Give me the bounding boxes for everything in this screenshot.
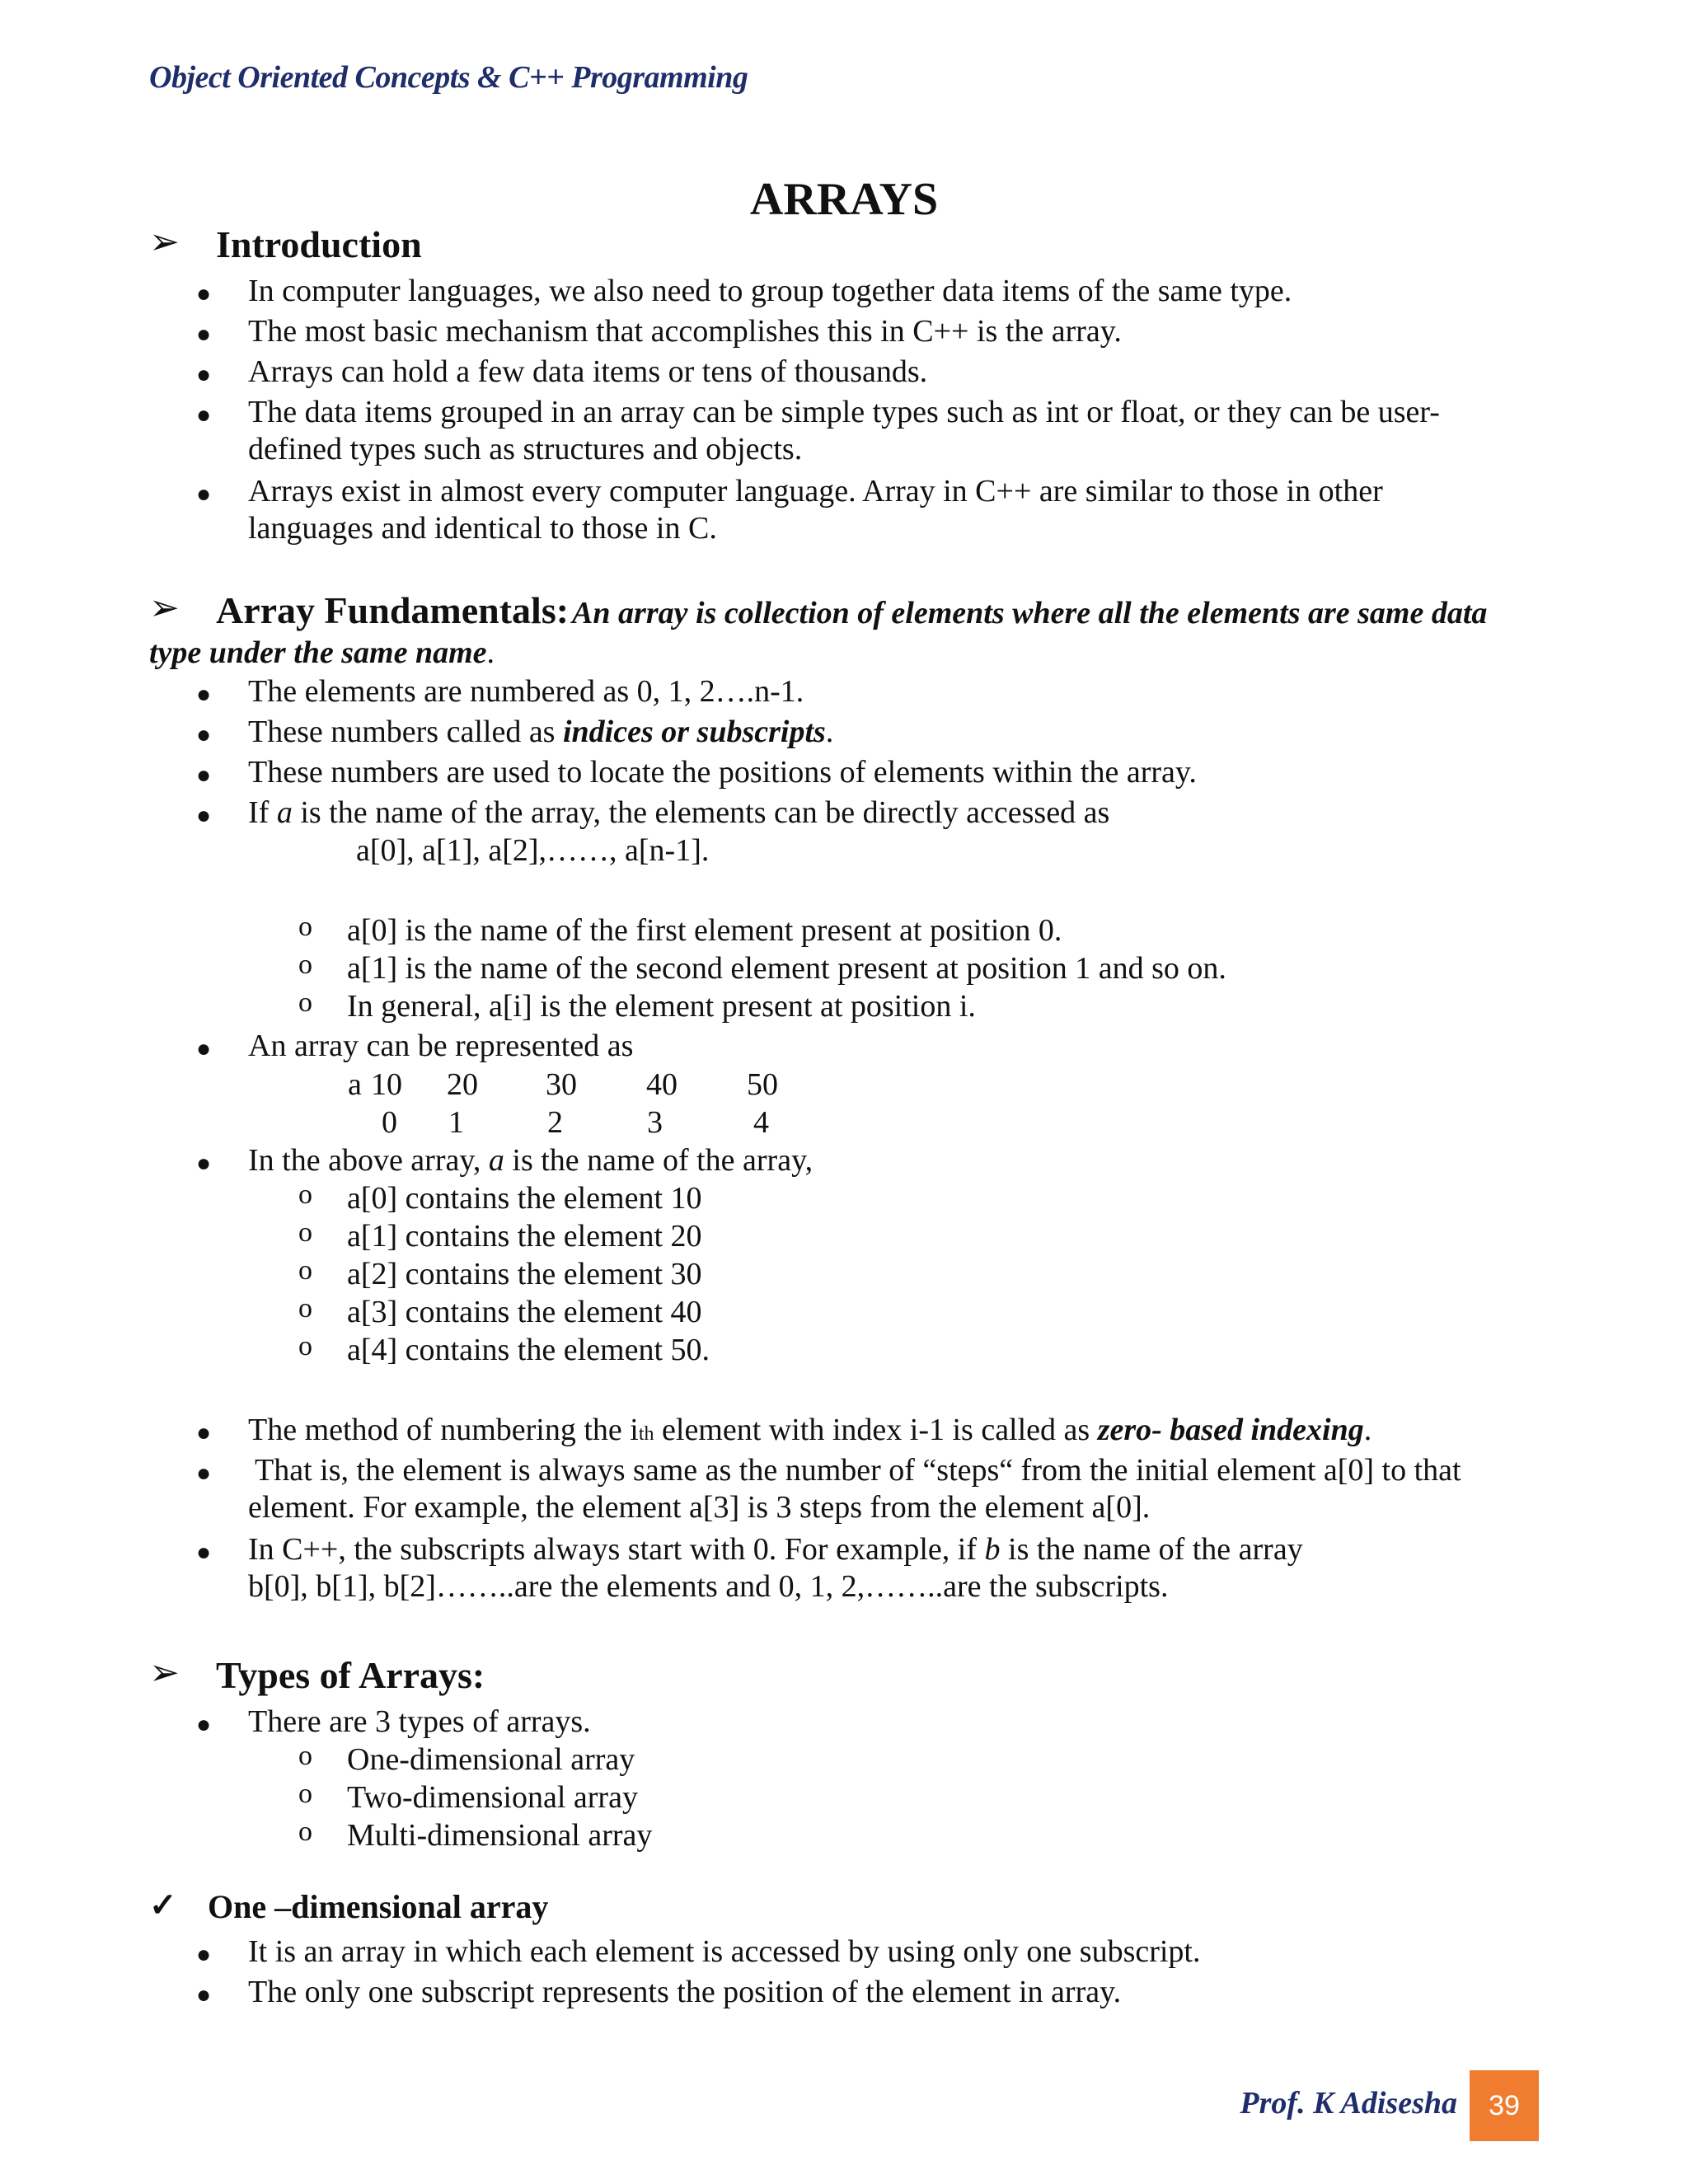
bullet-icon: ● — [196, 802, 212, 829]
bullet-icon: ● — [196, 1711, 212, 1738]
one-dim-bullet-1: It is an array in which each element is accessed by using only one subscript. — [248, 1934, 1201, 1969]
checkmark-icon: ✓ — [149, 1886, 177, 1924]
fund-bullet-6 — [248, 1141, 813, 1179]
circle-bullet-icon: o — [298, 949, 312, 980]
fund-bullet-6-pre: In the above array, — [248, 1143, 489, 1178]
array-value-4: 50 — [747, 1067, 778, 1102]
bullet-icon: ● — [196, 1539, 212, 1566]
fund-bullet-4-var: a — [276, 795, 293, 830]
bullet-icon: ● — [196, 721, 212, 748]
fund-bullet-2-emphasis: indices or subscripts — [562, 715, 826, 749]
fund-bullet-3: These numbers are used to locate the positions of elements within the array. — [248, 755, 1197, 790]
types-list-3: Multi-dimensional array — [347, 1818, 653, 1853]
fundamentals-definition-2: type under the same name — [149, 635, 487, 670]
fund-bullet-7-pre: The method of numbering the i — [248, 1413, 639, 1447]
circle-bullet-icon: o — [298, 1331, 312, 1361]
intro-bullet-4-line1: The data items grouped in an array can be simple types such as int or float, or they can be user- — [248, 395, 1440, 429]
array-index-2: 2 — [547, 1105, 563, 1140]
page-title: ARRAYS — [749, 174, 939, 225]
introduction-heading: Introduction — [216, 223, 422, 265]
fund-bullet-2: These numbers called as indices or subscripts. — [248, 715, 834, 749]
fund-bullet-4-post: is the name of the array, the elements can be directly accessed as — [292, 795, 1110, 830]
contains-2: a[1] contains the element 20 — [347, 1219, 702, 1254]
bullet-icon: ● — [196, 1150, 212, 1177]
fund-sub-2: a[1] is the name of the second element present at position 1 and so on. — [347, 951, 1226, 986]
fund-bullet-8-line2: element. For example, the element a[3] is 3 steps from the element a[0]. — [248, 1490, 1151, 1525]
circle-bullet-icon: o — [298, 1179, 312, 1210]
fund-bullet-7-sub: th — [638, 1423, 654, 1445]
types-list-2: Two-dimensional array — [347, 1780, 638, 1815]
bullet-icon: ● — [196, 1981, 212, 2008]
fund-sub-1: a[0] is the name of the first element present at position 0. — [347, 913, 1062, 948]
bullet-icon: ● — [196, 1941, 212, 1968]
bullet-icon: ● — [196, 1419, 212, 1446]
bullet-icon: ● — [196, 681, 212, 708]
array-name: a — [348, 1067, 362, 1102]
circle-bullet-icon: o — [298, 1255, 312, 1286]
fund-sub-3: In general, a[i] is the element present at position i. — [347, 989, 976, 1024]
bullet-icon: ● — [196, 1460, 212, 1487]
array-index-0: 0 — [382, 1105, 397, 1140]
array-index-1: 1 — [448, 1105, 464, 1140]
circle-bullet-icon: o — [298, 912, 312, 942]
page-number: 39 — [1470, 2070, 1539, 2141]
fund-bullet-4-list: a[0], a[1], a[2],……, a[n-1]. — [356, 833, 710, 868]
fund-bullet-7: The method of numbering the ith element with index i-1 is called as zero- based indexing. — [248, 1413, 1372, 1447]
fund-bullet-2-text: These numbers called as — [248, 715, 563, 749]
bullet-icon: ● — [196, 280, 212, 307]
contains-1: a[0] contains the element 10 — [347, 1181, 702, 1216]
circle-bullet-icon: o — [298, 1217, 312, 1248]
fund-bullet-4 — [248, 794, 1109, 832]
bullet-icon: ● — [196, 361, 212, 388]
bullet-icon: ● — [196, 401, 212, 429]
contains-5: a[4] contains the element 50. — [347, 1333, 710, 1367]
array-value-1: 20 — [447, 1067, 478, 1102]
intro-bullet-3: Arrays can hold a few data items or tens of thousands. — [248, 354, 928, 389]
one-dim-bullet-2: The only one subscript represents the position of the element in array. — [248, 1975, 1122, 2009]
running-header: Object Oriented Concepts & C++ Programming — [149, 60, 748, 95]
fund-bullet-7-emphasis: zero- based indexing — [1097, 1413, 1364, 1447]
arrow-bullet-icon: ➢ — [149, 222, 180, 262]
arrow-bullet-icon: ➢ — [149, 1652, 180, 1693]
footer-author: Prof. K Adisesha — [1240, 2086, 1457, 2121]
contains-3: a[2] contains the element 30 — [347, 1257, 702, 1291]
fundamentals-definition-1: An array is collection of elements where all the elements are same data — [572, 596, 1488, 630]
circle-bullet-icon: o — [298, 1816, 312, 1847]
circle-bullet-icon: o — [298, 1293, 312, 1324]
bullet-icon: ● — [196, 1035, 212, 1062]
array-value-3: 40 — [646, 1067, 678, 1102]
intro-bullet-5-line2: languages and identical to those in C. — [248, 511, 717, 546]
fundamentals-definition-line2: type under the same name. — [149, 635, 495, 670]
bullet-icon: ● — [196, 480, 212, 508]
one-dim-heading: One –dimensional array — [208, 1888, 549, 1925]
array-index-3: 3 — [647, 1105, 663, 1140]
types-list-1: One-dimensional array — [347, 1742, 635, 1777]
fund-bullet-4-pre: If — [248, 795, 277, 830]
fund-bullet-9-post: is the name of the array — [1000, 1532, 1303, 1567]
fund-bullet-9-pre: In C++, the subscripts always start with 0. For example, if — [248, 1532, 985, 1567]
intro-bullet-4-line2: defined types such as structures and objects. — [248, 432, 803, 466]
intro-bullet-2: The most basic mechanism that accomplishes this in C++ is the array. — [248, 314, 1122, 349]
types-bullet-1: There are 3 types of arrays. — [248, 1704, 591, 1739]
fund-bullet-6-post: is the name of the array, — [504, 1143, 814, 1178]
array-value-2: 30 — [546, 1067, 577, 1102]
circle-bullet-icon: o — [298, 1779, 312, 1809]
types-heading: Types of Arrays: — [216, 1654, 485, 1696]
fundamentals-heading-line — [216, 588, 1487, 632]
intro-bullet-5-line1: Arrays exist in almost every computer language. Array in C++ are similar to those in other — [248, 474, 1383, 509]
fundamentals-heading: Array Fundamentals: — [216, 589, 570, 631]
circle-bullet-icon: o — [298, 987, 312, 1018]
fund-bullet-9-var: b — [984, 1532, 1001, 1567]
array-index-4: 4 — [753, 1105, 769, 1140]
fund-bullet-9-line2: b[0], b[1], b[2]……..are the elements and 0, 1, 2,……..are the subscripts. — [248, 1569, 1169, 1604]
bullet-icon: ● — [196, 321, 212, 348]
fund-bullet-7-mid: element with index i-1 is called as — [654, 1413, 1098, 1447]
fund-bullet-8-line1: That is, the element is always same as the number of “steps“ from the initial element a[0] to that — [255, 1453, 1461, 1488]
intro-bullet-1: In computer languages, we also need to group together data items of the same type. — [248, 274, 1292, 308]
fund-bullet-9 — [248, 1530, 1303, 1568]
circle-bullet-icon: o — [298, 1741, 312, 1771]
fund-bullet-5: An array can be represented as — [248, 1029, 634, 1063]
bullet-icon: ● — [196, 762, 212, 789]
contains-4: a[3] contains the element 40 — [347, 1295, 702, 1329]
fund-bullet-1: The elements are numbered as 0, 1, 2….n-1. — [248, 674, 804, 709]
fund-bullet-6-var: a — [488, 1143, 504, 1178]
array-value-0: 10 — [371, 1067, 402, 1102]
arrow-bullet-icon: ➢ — [149, 588, 180, 628]
